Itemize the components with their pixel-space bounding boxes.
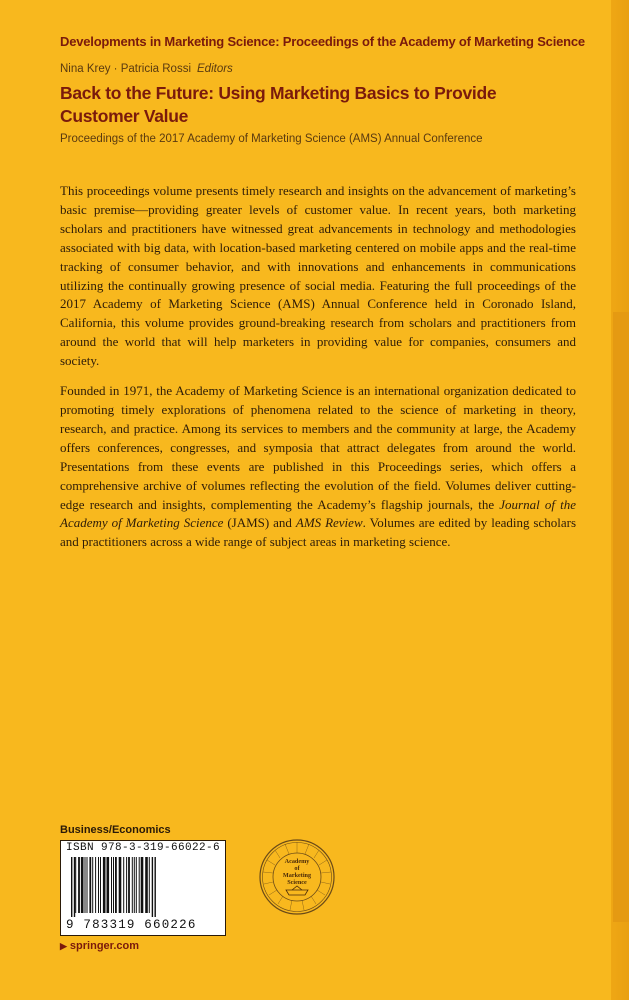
isbn-text: ISBN 978-3-319-66022-6 (66, 842, 221, 854)
back-cover-blurb (60, 182, 576, 563)
spine-band (613, 312, 629, 922)
seal-line-1: Academy (284, 858, 310, 865)
academy-seal-icon (258, 838, 336, 916)
editors-line (60, 63, 233, 75)
editors-role: Editors (197, 63, 233, 75)
journal-title: Journal of the Academy of Marketing Science (60, 496, 576, 531)
seal-line-3: Marketing (282, 872, 312, 879)
blurb-text-b: (JAMS) and (223, 515, 296, 531)
blurb-text-c: . Volumes are edited by leading scholars and practitioners across a wide range of subject areas in marketing science. (60, 515, 576, 550)
subject-category: Business/Economics (60, 824, 171, 836)
blurb-text-a: Founded in 1971, the Academy of Marketing Science is an international organization dedicated to promoting timely explorations of phenomena related to the science of marketing in theory, research, and practice. Among its services to members and the community at large, the Academy offers conferences, congresses, and symposia that attract delegates from around the world. Presentations from these events are published in this Proceedings series, which offers a comprehensive archive of volumes reflecting the evolution of the field. Volumes deliver cutting-edge research and insights, complementing the Academy’s flagship journals, the (60, 383, 576, 512)
blurb-paragraph-2 (60, 382, 576, 552)
review-title: AMS Review (295, 515, 363, 531)
right-triangle-icon: ▶ (60, 941, 67, 951)
ean-digits: 9 783319 660226 (66, 918, 197, 932)
blurb-paragraph-1: This proceedings volume presents timely research and insights on the advancement of marketing’s basic premise—providing greater levels of customer value. In recent years, both marketing scholars and practitioners have witnessed great advancements in technology and methodologies associated with big data, with location-based marketing centered on mobile apps and the real-time tracking of consumer behavior, and with innovations and enhancements in communications utilizing the continually growing presence of social media. Featuring the full proceedings of the 2017 Academy of Marketing Science (AMS) Annual Conference held in Coronado Island, California, this volume provides ground-breaking research from scholars and practitioners from around the world that will help marketers in providing value for companies, consumers and society. (60, 183, 576, 369)
publisher-url: springer.com (69, 940, 139, 952)
book-title: Back to the Future: Using Marketing Basics to Provide Customer Value (60, 83, 497, 126)
seal-line-2: of (294, 865, 300, 872)
series-title: Developments in Marketing Science: Proceedings of the Academy of Marketing Science (60, 34, 585, 49)
seal-line-4: Science (287, 879, 307, 886)
editor-names: Nina Krey · Patricia Rossi (60, 63, 192, 75)
barcode-icon (69, 857, 217, 917)
book-subtitle: Proceedings of the 2017 Academy of Marketing Science (AMS) Annual Conference (60, 133, 483, 145)
barcode-block (60, 840, 226, 936)
publisher-link[interactable] (60, 940, 139, 952)
